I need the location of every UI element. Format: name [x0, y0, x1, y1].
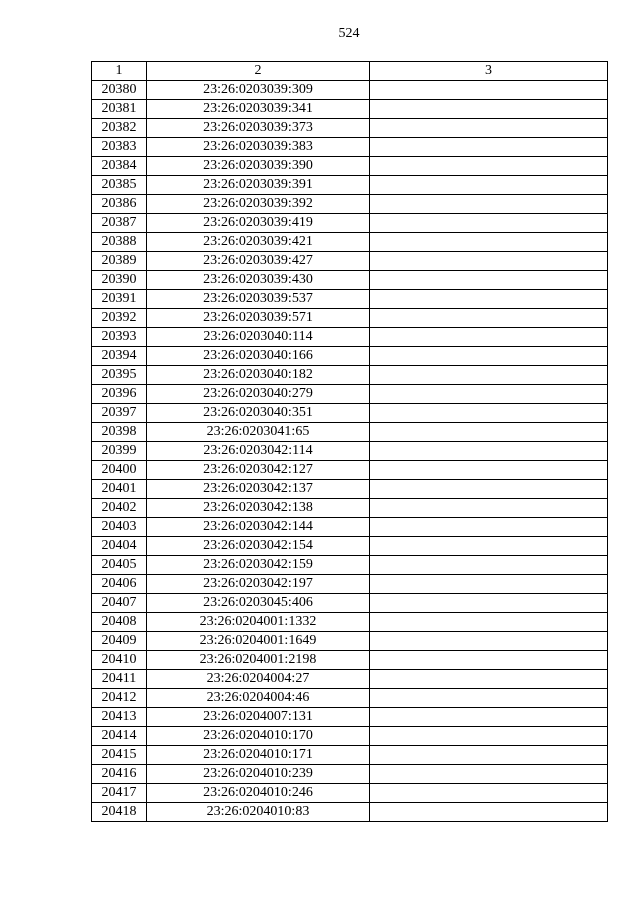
table-row: [92, 461, 608, 480]
cadastral-number-cell: 23:26:0203040:166: [147, 347, 370, 366]
notes-cell: [370, 651, 608, 670]
table-row: [92, 632, 608, 651]
row-number-cell: 20381: [92, 100, 147, 119]
cadastral-number-cell: 23:26:0203039:430: [147, 271, 370, 290]
row-number-cell: 20410: [92, 651, 147, 670]
row-number-cell: 20385: [92, 176, 147, 195]
row-number-cell: 20411: [92, 670, 147, 689]
table-row: [92, 708, 608, 727]
row-number-cell: 20392: [92, 309, 147, 328]
cadastral-number-cell: 23:26:0203039:341: [147, 100, 370, 119]
row-number-cell: 20384: [92, 157, 147, 176]
page-number: 524: [338, 26, 360, 41]
cadastral-number-cell: 23:26:0203042:114: [147, 442, 370, 461]
notes-cell: [370, 461, 608, 480]
table-row: [92, 138, 608, 157]
row-number-cell: 20389: [92, 252, 147, 271]
row-number-cell: 20391: [92, 290, 147, 309]
table-row: [92, 328, 608, 347]
notes-cell: [370, 556, 608, 575]
row-number-cell: 20396: [92, 385, 147, 404]
cadastral-number-cell: 23:26:0203039:383: [147, 138, 370, 157]
row-number-cell: 20382: [92, 119, 147, 138]
notes-cell: [370, 252, 608, 271]
table-row: [92, 651, 608, 670]
notes-cell: [370, 385, 608, 404]
row-number-cell: 20394: [92, 347, 147, 366]
table-row: [92, 518, 608, 537]
column-header-2: 2: [147, 62, 370, 81]
row-number-cell: 20390: [92, 271, 147, 290]
cadastral-number-cell: 23:26:0204010:83: [147, 803, 370, 822]
notes-cell: [370, 670, 608, 689]
row-number-cell: 20406: [92, 575, 147, 594]
table-row: [92, 784, 608, 803]
cadastral-number-cell: 23:26:0203045:406: [147, 594, 370, 613]
table-row: [92, 727, 608, 746]
notes-cell: [370, 404, 608, 423]
table-row: [92, 499, 608, 518]
notes-cell: [370, 689, 608, 708]
cadastral-number-cell: 23:26:0203040:114: [147, 328, 370, 347]
notes-cell: [370, 233, 608, 252]
cadastral-number-cell: 23:26:0204010:171: [147, 746, 370, 765]
row-number-cell: 20388: [92, 233, 147, 252]
table-row: [92, 385, 608, 404]
notes-cell: [370, 480, 608, 499]
cadastral-number-cell: 23:26:0203042:144: [147, 518, 370, 537]
table-row: [92, 100, 608, 119]
cadastral-number-cell: 23:26:0203039:419: [147, 214, 370, 233]
cadastral-number-cell: 23:26:0204001:1649: [147, 632, 370, 651]
cadastral-number-cell: 23:26:0203042:138: [147, 499, 370, 518]
row-number-cell: 20414: [92, 727, 147, 746]
row-number-cell: 20407: [92, 594, 147, 613]
cadastral-number-table: [91, 61, 608, 822]
cadastral-number-cell: 23:26:0204007:131: [147, 708, 370, 727]
table-row: [92, 309, 608, 328]
cadastral-number-cell: 23:26:0203040:279: [147, 385, 370, 404]
row-number-cell: 20393: [92, 328, 147, 347]
table-row: [92, 290, 608, 309]
table-row: [92, 157, 608, 176]
table-row: [92, 271, 608, 290]
row-number-cell: 20398: [92, 423, 147, 442]
table-row: [92, 803, 608, 822]
cadastral-number-cell: 23:26:0204010:239: [147, 765, 370, 784]
notes-cell: [370, 290, 608, 309]
table-row: [92, 442, 608, 461]
row-number-cell: 20417: [92, 784, 147, 803]
notes-cell: [370, 138, 608, 157]
row-number-cell: 20403: [92, 518, 147, 537]
notes-cell: [370, 784, 608, 803]
cadastral-number-cell: 23:26:0203042:159: [147, 556, 370, 575]
cadastral-number-cell: 23:26:0203039:571: [147, 309, 370, 328]
notes-cell: [370, 176, 608, 195]
cadastral-number-cell: 23:26:0204001:1332: [147, 613, 370, 632]
row-number-cell: 20402: [92, 499, 147, 518]
row-number-cell: 20395: [92, 366, 147, 385]
notes-cell: [370, 537, 608, 556]
notes-cell: [370, 518, 608, 537]
row-number-cell: 20399: [92, 442, 147, 461]
table-row: [92, 423, 608, 442]
table-row: [92, 537, 608, 556]
table-row: [92, 81, 608, 100]
notes-cell: [370, 442, 608, 461]
notes-cell: [370, 613, 608, 632]
table-row: [92, 252, 608, 271]
cadastral-number-cell: 23:26:0203039:391: [147, 176, 370, 195]
row-number-cell: 20412: [92, 689, 147, 708]
cadastral-number-cell: 23:26:0203039:373: [147, 119, 370, 138]
column-header-3: 3: [370, 62, 608, 81]
notes-cell: [370, 271, 608, 290]
row-number-cell: 20415: [92, 746, 147, 765]
notes-cell: [370, 746, 608, 765]
cadastral-number-cell: 23:26:0203039:427: [147, 252, 370, 271]
notes-cell: [370, 803, 608, 822]
notes-cell: [370, 100, 608, 119]
notes-cell: [370, 119, 608, 138]
notes-cell: [370, 423, 608, 442]
row-number-cell: 20397: [92, 404, 147, 423]
cadastral-number-cell: 23:26:0203041:65: [147, 423, 370, 442]
table-row: [92, 347, 608, 366]
row-number-cell: 20387: [92, 214, 147, 233]
row-number-cell: 20401: [92, 480, 147, 499]
table-row: [92, 613, 608, 632]
table-row: [92, 670, 608, 689]
notes-cell: [370, 594, 608, 613]
notes-cell: [370, 632, 608, 651]
table-row: [92, 176, 608, 195]
notes-cell: [370, 214, 608, 233]
notes-cell: [370, 765, 608, 784]
cadastral-number-cell: 23:26:0204010:170: [147, 727, 370, 746]
table-row: [92, 689, 608, 708]
table-row: [92, 765, 608, 784]
table-row: [92, 556, 608, 575]
table-row: [92, 119, 608, 138]
cadastral-number-cell: 23:26:0204010:246: [147, 784, 370, 803]
cadastral-number-cell: 23:26:0203040:182: [147, 366, 370, 385]
notes-cell: [370, 499, 608, 518]
cadastral-number-cell: 23:26:0203039:421: [147, 233, 370, 252]
row-number-cell: 20408: [92, 613, 147, 632]
table-row: [92, 233, 608, 252]
table-row: [92, 404, 608, 423]
cadastral-number-cell: 23:26:0203042:137: [147, 480, 370, 499]
notes-cell: [370, 328, 608, 347]
header-row: [92, 62, 608, 81]
row-number-cell: 20400: [92, 461, 147, 480]
notes-cell: [370, 81, 608, 100]
notes-cell: [370, 157, 608, 176]
table-body: [92, 81, 608, 822]
cadastral-number-cell: 23:26:0204004:27: [147, 670, 370, 689]
row-number-cell: 20404: [92, 537, 147, 556]
table-row: [92, 594, 608, 613]
row-number-cell: 20413: [92, 708, 147, 727]
notes-cell: [370, 366, 608, 385]
table-row: [92, 746, 608, 765]
table-row: [92, 195, 608, 214]
row-number-cell: 20383: [92, 138, 147, 157]
notes-cell: [370, 727, 608, 746]
table-row: [92, 480, 608, 499]
cadastral-number-cell: 23:26:0203042:127: [147, 461, 370, 480]
cadastral-number-cell: 23:26:0203039:537: [147, 290, 370, 309]
cadastral-number-cell: 23:26:0203040:351: [147, 404, 370, 423]
table-row: [92, 575, 608, 594]
cadastral-number-cell: 23:26:0204004:46: [147, 689, 370, 708]
cadastral-number-cell: 23:26:0203042:197: [147, 575, 370, 594]
cadastral-number-cell: 23:26:0203039:309: [147, 81, 370, 100]
table-row: [92, 214, 608, 233]
row-number-cell: 20416: [92, 765, 147, 784]
cadastral-number-cell: 23:26:0203039:390: [147, 157, 370, 176]
row-number-cell: 20418: [92, 803, 147, 822]
table-row: [92, 366, 608, 385]
cadastral-number-cell: 23:26:0204001:2198: [147, 651, 370, 670]
notes-cell: [370, 309, 608, 328]
notes-cell: [370, 708, 608, 727]
column-header-1: 1: [92, 62, 147, 81]
row-number-cell: 20386: [92, 195, 147, 214]
notes-cell: [370, 347, 608, 366]
notes-cell: [370, 575, 608, 594]
row-number-cell: 20405: [92, 556, 147, 575]
row-number-cell: 20409: [92, 632, 147, 651]
row-number-cell: 20380: [92, 81, 147, 100]
cadastral-number-cell: 23:26:0203042:154: [147, 537, 370, 556]
cadastral-number-cell: 23:26:0203039:392: [147, 195, 370, 214]
notes-cell: [370, 195, 608, 214]
